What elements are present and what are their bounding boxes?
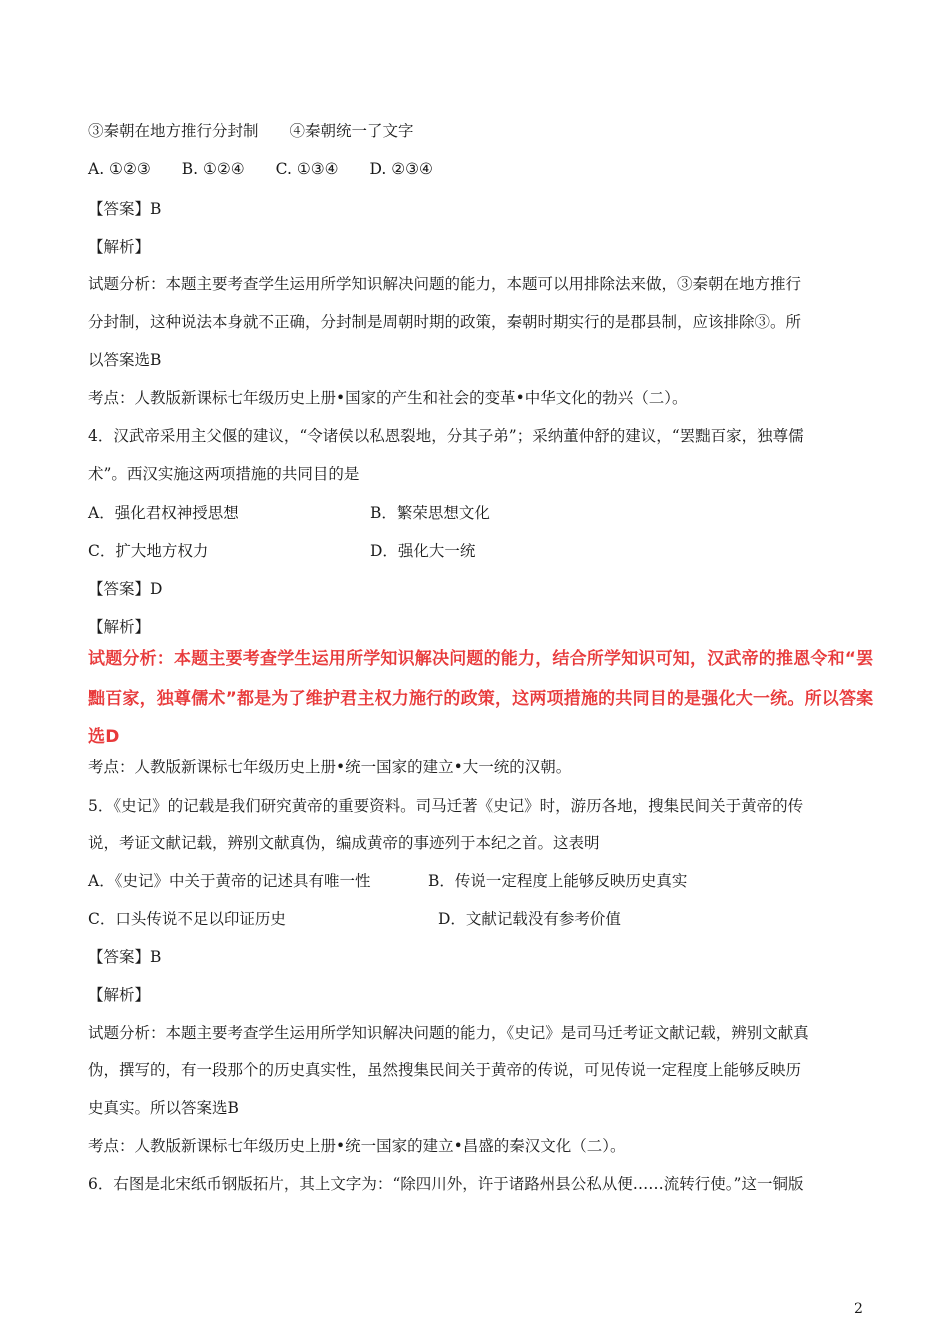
analysis-text: 伪，撰写的，有一段那个的历史真实性，虽然搜集民间关于黄帝的传说，可见传说一定程度上能够反映历 [88, 1061, 802, 1079]
analysis-text: 史真实。所以答案选B [88, 1099, 239, 1117]
question-5: 5．《史记》的记载是我们研究黄帝的重要资料。司马迁著《史记》时，游历各地，搜集民间关于黄帝的传 [88, 797, 804, 815]
option-a: A．强化君权神授思想 [88, 504, 239, 522]
analysis-highlight: 试题分析：本题主要考查学生运用所学知识解决问题的能力，结合所学知识可知，汉武帝的推恩令和“罢 [88, 649, 874, 669]
question-4: 术”。西汉实施这两项措施的共同目的是 [88, 465, 360, 483]
option-a: A．《史记》中关于黄帝的记述具有唯一性 [88, 872, 371, 890]
answer-label: 【答案】D [88, 580, 163, 598]
question-6: 6．右图是北宋纸币钢版拓片，其上文字为：“除四川外，许于诸路州县公私从便……流转行使。”这一铜版 [88, 1175, 804, 1193]
option-b: B．传说一定程度上能够反映历史真实 [428, 872, 688, 890]
option-d: D．强化大一统 [370, 542, 476, 560]
options-row [88, 502, 878, 524]
analysis-label: 【解析】 [88, 618, 151, 636]
option-d: D．文献记载没有参考价值 [438, 910, 621, 928]
option-c: C．口头传说不足以印证历史 [88, 910, 286, 928]
option-line-3-4: ③秦朝在地方推行分封制 ④秦朝统一了文字 [88, 122, 414, 140]
analysis-text: 分封制，这种说法本身就不正确，分封制是周朝时期的政策，秦朝时期实行的是郡县制，应该排除③。所 [88, 313, 802, 331]
answer-label: 【答案】B [88, 948, 162, 966]
knowledge-point: 考点：人教版新课标七年级历史上册•统一国家的建立•大一统的汉朝。 [88, 758, 572, 776]
analysis-label: 【解析】 [88, 986, 151, 1004]
analysis-text: 试题分析：本题主要考查学生运用所学知识解决问题的能力，本题可以用排除法来做，③秦朝在地方推行 [88, 275, 802, 293]
analysis-highlight: 选D [88, 727, 120, 747]
option-c: C．扩大地方权力 [88, 542, 209, 560]
options-row [88, 908, 878, 930]
analysis-text: 试题分析：本题主要考查学生运用所学知识解决问题的能力，《史记》是司马迁考证文献记载，辨别文献真 [88, 1024, 809, 1042]
analysis-label: 【解析】 [88, 238, 151, 256]
choices-line: A. ①②③ B. ①②④ C. ①③④ D. ②③④ [88, 160, 433, 178]
analysis-highlight: 黜百家，独尊儒术”都是为了维护君主权力施行的政策，这两项措施的共同目的是强化大一统。所以答案 [88, 689, 874, 709]
page-number: 2 [854, 1301, 863, 1317]
answer-label: 【答案】B [88, 200, 162, 218]
knowledge-point: 考点：人教版新课标七年级历史上册•统一国家的建立•昌盛的秦汉文化（二）。 [88, 1137, 626, 1155]
analysis-text: 以答案选B [88, 351, 162, 369]
option-b: B．繁荣思想文化 [370, 504, 490, 522]
options-row [88, 870, 878, 892]
options-row [88, 540, 878, 562]
question-4: 4．汉武帝采用主父偃的建议，“令诸侯以私恩裂地，分其子弟”；采纳董仲舒的建议，“罢黜百家，独尊儒 [88, 427, 804, 445]
question-5: 说，考证文献记载，辨别文献真伪，编成黄帝的事迹列于本纪之首。这表明 [88, 834, 600, 852]
knowledge-point: 考点：人教版新课标七年级历史上册•国家的产生和社会的变革•中华文化的勃兴（二）。 [88, 389, 688, 407]
